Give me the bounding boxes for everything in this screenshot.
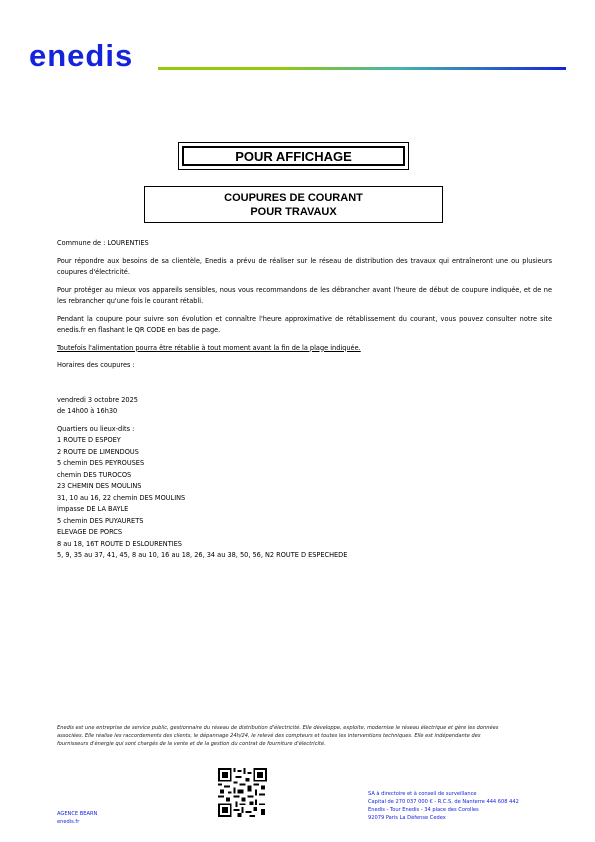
outage-date: vendredi 3 octobre 2025 xyxy=(57,394,138,404)
place-item: 5, 9, 35 au 37, 41, 45, 8 au 10, 16 au 18, 26, 34 au 38, 50, 56, N2 ROUTE D ESPECHEDE xyxy=(57,550,348,559)
footer-line-2: associées. Elle réalise les raccordements des clients, le dépannage 24h/24, le relevé des compteurs et toutes les interventions techniques. Elle est indépendante des xyxy=(57,733,481,739)
place-item: 5 chemin DES PEYROUSES xyxy=(57,458,145,467)
subtitle-line-2: POUR TRAVAUX xyxy=(250,205,337,218)
legal-line-3: Enedis - Tour Enedis - 34 place des Corolles xyxy=(368,807,479,813)
place-item: 31, 10 au 16, 22 chemin DES MOULINS xyxy=(57,492,186,502)
notice-body xyxy=(57,237,552,561)
commune-line: Commune de : LOURENTIES xyxy=(57,238,149,247)
enedis-logo xyxy=(29,40,133,72)
place-item: ELEVAGE DE PORCS xyxy=(57,527,123,536)
legal-info xyxy=(368,790,519,822)
agency-name: AGENCE BEARN xyxy=(57,811,98,817)
places-label: Quartiers ou lieux-dits : xyxy=(57,423,135,433)
paragraph-2: Pour protéger au mieux vos appareils sensibles, nous vous recommandons de les débrancher avant l'heure de début de coupure indiquée, et de ne les rebrancher qu'une fois le courant rétabli. xyxy=(57,284,552,305)
place-item: chemin DES TUROCOS xyxy=(57,469,132,479)
footer-line-1: Enedis est une entreprise de service public, gestionnaire du réseau de distribution d'électricité. Elle développe, exploite, modernise le réseau électrique et gère les données xyxy=(57,725,499,731)
outage-time: de 14h00 à 16h30 xyxy=(57,406,118,415)
page-title: POUR AFFICHAGE xyxy=(182,146,405,166)
legal-line-1: SA à directoire et à conseil de surveillance xyxy=(368,791,477,797)
footer-line-3: fournisseurs d'énergie qui sont chargés de la vente et de la gestion du contrat de fourniture d'électricité. xyxy=(57,741,326,747)
footer-disclaimer xyxy=(57,724,543,748)
legal-line-4: 92079 Paris La Défense Cedex xyxy=(368,815,446,821)
logo-underline xyxy=(158,67,566,70)
place-item: 8 au 18, 16T ROUTE D ESLOURENTIES xyxy=(57,538,182,548)
place-item: 2 ROUTE DE LIMENDOUS xyxy=(57,446,139,456)
qr-code-icon[interactable] xyxy=(218,768,267,817)
logo-text: enedis xyxy=(29,38,134,73)
paragraph-1: Pour répondre aux besoins de sa clientèle, Enedis a prévu de réaliser sur le réseau de distribution des travaux qui entraîneront une ou plusieurs coupures d'électricité. xyxy=(57,255,552,276)
place-item: 5 chemin DES PUYAURETS xyxy=(57,515,144,525)
place-item: 1 ROUTE D ESPOEY xyxy=(57,435,121,444)
paragraph-3: Pendant la coupure pour suivre son évolution et connaître l'heure approximative de rétablissement du courant, vous pouvez consulter notre site enedis.fr en flashant le QR CODE en bas de page. xyxy=(57,313,552,334)
website-link[interactable]: enedis.fr xyxy=(57,819,80,825)
place-item: 23 CHEMIN DES MOULINS xyxy=(57,481,142,490)
legal-line-2: Capital de 270 037 000 € - R.C.S. de Nanterre 444 608 442 xyxy=(368,799,519,805)
hours-label: Horaires des coupures : xyxy=(57,360,135,369)
agency-info xyxy=(57,810,97,826)
place-item: impasse DE LA BAYLE xyxy=(57,504,129,513)
title-box xyxy=(178,142,409,170)
warning-line: Toutefois l'alimentation pourra être rétablie à tout moment avant la fin de la plage indiquée. xyxy=(57,342,361,352)
subtitle-box xyxy=(144,186,443,223)
subtitle-line-1: COUPURES DE COURANT xyxy=(224,191,363,204)
places-list xyxy=(57,434,552,561)
